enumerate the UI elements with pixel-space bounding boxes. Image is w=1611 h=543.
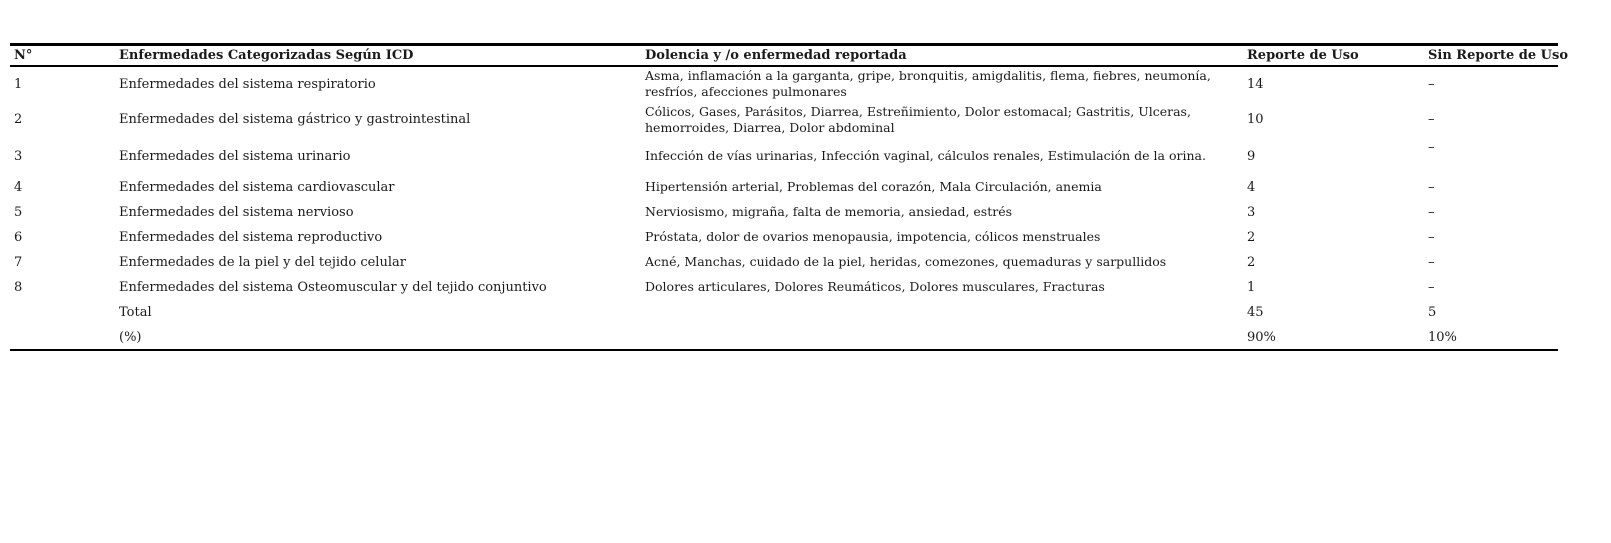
table-header bbox=[10, 45, 1569, 66]
cell-reporte: 45 bbox=[1247, 305, 1264, 320]
header-row bbox=[10, 45, 1558, 66]
header-sin-reporte-de-uso: Sin Reporte de Uso bbox=[1428, 47, 1569, 63]
table-footer-row bbox=[10, 326, 1558, 350]
table-row bbox=[10, 102, 1558, 138]
cell-dolencia: Cólicos, Gases, Parásitos, Diarrea, Estreñimiento, Dolor estomacal; Gastritis, Ulceras, hemorroides, Diarrea, Dolor abdominal bbox=[645, 103, 1191, 135]
cell-reporte: 14 bbox=[1247, 76, 1264, 92]
cell-sin-reporte: – bbox=[1428, 204, 1435, 220]
cell-icd: (%) bbox=[119, 329, 142, 345]
table-row bbox=[10, 250, 1558, 275]
cell-icd: Enfermedades del sistema gástrico y gastrointestinal bbox=[119, 112, 471, 127]
cell-reporte: 2 bbox=[1247, 254, 1256, 270]
cell-num: 1 bbox=[14, 76, 23, 92]
cell-dolencia: Asma, inflamación a la garganta, gripe, bronquitis, amigdalitis, flema, fiebres, neumonía, resfríos, afecciones pulmonares bbox=[645, 68, 1211, 99]
cell-sin-reporte: 5 bbox=[1428, 305, 1437, 320]
cell-icd: Enfermedades del sistema cardiovascular bbox=[119, 179, 395, 195]
cell-icd: Total bbox=[119, 305, 152, 320]
cell-num: 5 bbox=[14, 204, 23, 220]
cell-dolencia: Hipertensión arterial, Problemas del corazón, Mala Circulación, anemia bbox=[645, 179, 1102, 194]
cell-num: 8 bbox=[14, 279, 23, 295]
header-dolencia: Dolencia y /o enfermedad reportada bbox=[645, 47, 907, 63]
cell-sin-reporte: 10% bbox=[1428, 329, 1457, 345]
cell-icd: Enfermedades de la piel y del tejido celular bbox=[119, 254, 406, 270]
cell-dolencia: Acné, Manchas, cuidado de la piel, heridas, comezones, quemaduras y sarpullidos bbox=[645, 254, 1167, 269]
cell-dolencia: Infección de vías urinarias, Infección vaginal, cálculos renales, Estimulación de la orina. bbox=[645, 148, 1206, 163]
header-reporte-de-uso: Reporte de Uso bbox=[1247, 47, 1359, 63]
table-row bbox=[10, 275, 1558, 300]
cell-icd: Enfermedades del sistema urinario bbox=[119, 148, 351, 164]
cell-num bbox=[10, 300, 119, 326]
cell-num: 2 bbox=[14, 112, 23, 127]
cell-dolencia: Próstata, dolor de ovarios menopausia, impotencia, cólicos menstruales bbox=[645, 229, 1101, 244]
cell-reporte: 3 bbox=[1247, 204, 1256, 220]
cell-dolencia bbox=[645, 300, 1245, 326]
cell-num: 7 bbox=[14, 254, 23, 270]
cell-sin-reporte: – bbox=[1428, 112, 1435, 127]
table-row bbox=[10, 200, 1558, 225]
header-icd: Enfermedades Categorizadas Según ICD bbox=[119, 47, 414, 63]
cell-dolencia: Nerviosismo, migraña, falta de memoria, ansiedad, estrés bbox=[645, 204, 1013, 219]
cell-sin-reporte: – bbox=[1428, 229, 1435, 245]
cell-sin-reporte: – bbox=[1428, 139, 1435, 155]
cell-reporte: 9 bbox=[1247, 148, 1256, 164]
cell-num bbox=[10, 326, 119, 350]
cell-icd: Enfermedades del sistema nervioso bbox=[119, 204, 354, 220]
table-row bbox=[10, 225, 1558, 250]
cell-sin-reporte: – bbox=[1428, 279, 1435, 295]
table-row bbox=[10, 175, 1558, 200]
cell-icd: Enfermedades del sistema reproductivo bbox=[119, 229, 383, 245]
cell-dolencia bbox=[645, 326, 1245, 350]
cell-sin-reporte: – bbox=[1428, 179, 1435, 195]
cell-sin-reporte: – bbox=[1428, 254, 1435, 270]
cell-dolencia: Dolores articulares, Dolores Reumáticos, Dolores musculares, Fracturas bbox=[645, 279, 1105, 294]
cell-reporte: 90% bbox=[1247, 329, 1276, 345]
table-body bbox=[10, 66, 1558, 350]
cell-num: 4 bbox=[14, 179, 23, 195]
cell-icd: Enfermedades del sistema Osteomuscular y del tejido conjuntivo bbox=[119, 279, 547, 295]
header-num: N° bbox=[14, 47, 33, 63]
cell-reporte: 1 bbox=[1247, 279, 1256, 295]
cell-reporte: 10 bbox=[1247, 112, 1264, 127]
cell-reporte: 2 bbox=[1247, 229, 1256, 245]
table-row bbox=[10, 138, 1558, 175]
cell-icd: Enfermedades del sistema respiratorio bbox=[119, 76, 376, 92]
cell-num: 3 bbox=[14, 148, 23, 164]
cell-reporte: 4 bbox=[1247, 179, 1256, 195]
icd-table bbox=[10, 43, 1569, 351]
table-footer-row bbox=[10, 300, 1558, 326]
cell-num: 6 bbox=[14, 229, 23, 245]
table-row bbox=[10, 66, 1558, 102]
icd-table-container bbox=[10, 43, 1569, 351]
cell-sin-reporte: – bbox=[1428, 76, 1435, 92]
